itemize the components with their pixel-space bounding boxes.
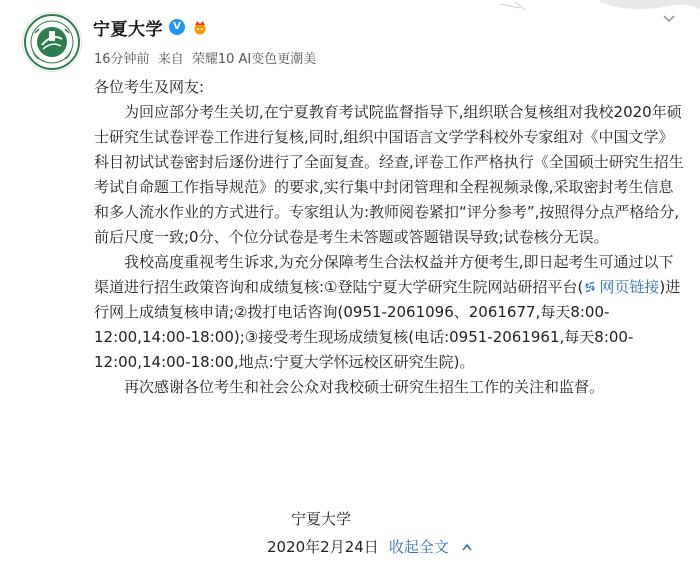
paragraph-channels-intro: 我校高度重视考生诉求,为充分保障考生合法权益并方便考生,即日起考生可通过以下渠道进行招生政策咨询和成绩复核:①登陆宁夏大学研究生院网站研招平台( [94,253,674,296]
crown-badge-icon[interactable] [191,19,209,35]
post-time[interactable]: 16分钟前 [94,52,150,67]
chevron-up-icon[interactable] [461,542,473,552]
post-date: 2020年2月24日 [267,538,379,556]
paragraph-review: 为回应部分考生关切,在宁夏教育考试院监督指导下,组织联合复核组对我校2020年硕士研究生试卷评卷工作进行复核,同时,组织中国语言文学学科校外专家组对《中国文学》科目初试试卷密封后逐份进行了全面复查。经查,评卷工作严格执行《全国硕士研究生招生考试自命题工作指导规范》的要求,实行集中封闭管理和全程视频录像,采取密封考生信息和多人流水作业的方式进行。专家组认为:教师阅卷紧扣“评分参考”,按照得分点严格给分,前后尺度一致;0分、个位分试卷是考生未答题或答题错误导致;试卷核分无误。 [94,103,684,246]
paragraph-channels [94,250,686,375]
chevron-down-icon[interactable] [661,10,677,26]
verified-v-icon: V [169,19,185,35]
avatar[interactable] [22,12,82,72]
web-link-label[interactable]: 网页链接 [599,278,660,296]
date-row [267,536,473,557]
post-header [93,15,209,39]
post-content [94,75,686,400]
paragraph-channels-detail: )进行网上成绩复核申请;②拨打电话咨询(0951-2061096、2061677,每天8:00-12:00,14:00-18:00);③接受考生现场成绩复核(电话:0951-2061961,每天8:00-12:00,14:00-18:00,地点:宁夏大学怀远校区研究生院)。 [94,278,681,371]
greeting: 各位考生及网友: [94,78,205,96]
source-device[interactable]: 荣耀10 AI变色更潮美 [191,52,317,67]
collapse-button[interactable]: 收起全文 [388,538,449,556]
link-icon [583,280,597,294]
post-meta [94,48,320,67]
ningxia-university-logo-icon [23,13,81,71]
paragraph-thanks: 再次感谢各位考生和社会公众对我校硕士研究生招生工作的关注和监督。 [124,378,605,396]
web-link[interactable] [583,278,659,296]
source-prefix: 来自 [157,52,184,67]
signer: 宁夏大学 [291,510,352,528]
username[interactable]: 宁夏大学 [93,19,163,40]
